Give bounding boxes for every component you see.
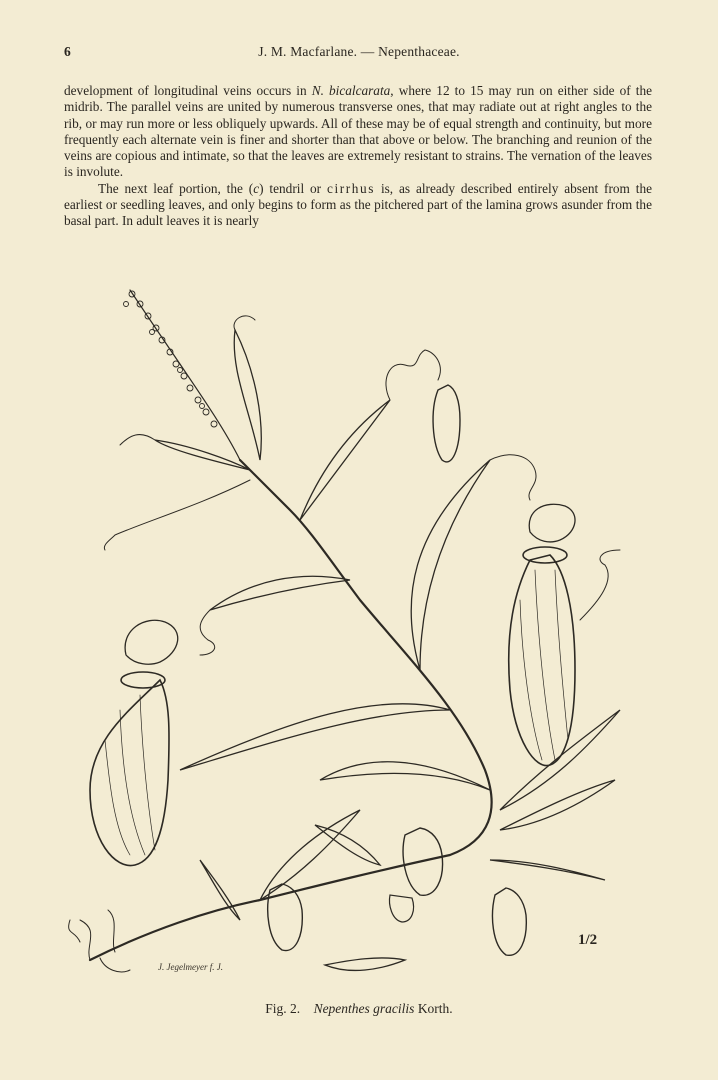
nepenthes-illustration [60,270,660,990]
figure-illustration [60,270,660,990]
leaf-mid-left [210,576,350,610]
tendril-far-right [580,550,620,620]
paragraph-2 [64,181,652,230]
scale-label: 1/2 [578,932,598,948]
pitcher-left-mouth [121,672,165,688]
leaf-lower-mid [320,762,490,790]
pitcher-right-mouth [523,547,567,563]
p2-text-b: ) tendril or [259,180,327,196]
leaf-tendril-upper [234,316,255,330]
leaf-bottom-4 [200,860,240,920]
leaf-upper-left [155,440,250,470]
pitcher-right-veins [520,570,568,760]
figure-caption [0,1001,718,1017]
running-title: J. M. Macfarlane. — Nepenthaceae. [258,44,460,59]
pitcher-top-small [433,385,460,462]
inflorescence-stalk [130,290,240,460]
tendril-left-pitcher [200,610,215,655]
p2-term: cirrhus [326,180,376,196]
figure-label: Fig. 2. [265,1001,301,1016]
pitcher-bottom-3 [390,895,414,922]
leaf-mid-center [300,400,390,520]
flowers [124,291,218,427]
p2-text-a: The next leaf portion, the ( [98,180,254,196]
pitcher-left-veins [105,695,155,855]
caption-author: Korth. [417,1001,453,1016]
pitcher-left [90,680,169,866]
pitcher-right-lid [529,504,575,542]
leaf-right-1 [500,710,620,810]
leaf-lower-left [180,704,450,770]
leaf-bottom-3 [325,958,405,971]
p1-text-b: , where 12 to 15 may run on either side of the midrib. The parallel veins are united by numerous transverse ones, that may radiate out at right angles to the rib, or may run more or less obliquely upwards. All of these may be of equal strength and continuity, but more frequently each alternate vein is finer and shorter than that above or below. The branching and reunion of the veins are copious and intimate, so that the leaves are extremely resistant to strains. The vernation of the leaves is involute. [64,83,652,180]
leaf-tendril-left [104,435,250,550]
leaf-upper-center [234,330,261,460]
roots [69,910,130,972]
page-header [64,44,654,64]
page-number: 6 [64,44,71,59]
pitcher-bottom-2 [493,888,527,955]
leaf-right-2 [500,780,615,830]
p2-text-c: is, as already described entirely absent from the earliest or seedling leaves, and only begins to form as the pitchered part of the lamina grows asunder from the basal part. In adult leaves it is nearly [64,180,653,229]
p2-label-c: c [253,180,260,196]
artist-signature: J. Jegelmeyer f. J. [158,962,223,972]
body-text [64,83,652,230]
tendril-coil-top [386,350,440,400]
tendril-coil-right [490,455,536,500]
leaf-right-3 [490,860,605,880]
leaf-long-right [411,460,490,670]
p1-species: N. bicalcarata [311,83,391,98]
paragraph-1 [64,83,652,181]
pitcher-left-lid [125,620,178,664]
pitcher-right [509,555,575,766]
caption-species: Nepenthes gracilis [313,1001,415,1016]
p1-text-a: development of longitudinal veins occurs in [64,83,312,98]
